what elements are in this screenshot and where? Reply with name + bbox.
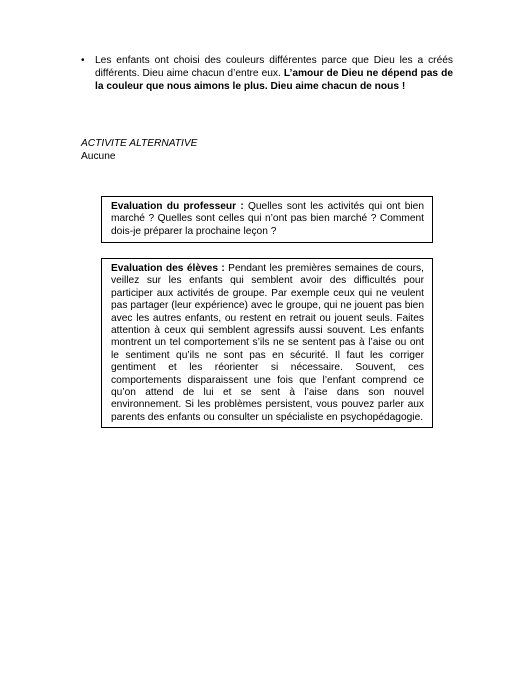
bullet-item — [81, 54, 453, 93]
bullet-paragraph — [95, 54, 453, 93]
student-evaluation-box — [101, 258, 433, 428]
student-evaluation-text — [111, 263, 424, 424]
bullet-text-normal: Les enfants ont choisi des couleurs différentes parce que Dieu les a créés différents. Dieu aime chacun d’entre eux. — [95, 55, 453, 79]
student-evaluation-body: Pendant les premières semaines de cours, veillez sur les enfants qui semblent avoir des difficultés pour participer aux activités de groupe. Par exemple ceux qui ne veulent pas partager (leur expérience) avec le groupe, qui ne jouent pas bien avec les autres enfants, ou restent en retrait ou jouent seuls. Faites attention à ceux qui semblent agressifs aussi souvent. Les enfants montrent un tel comportement s’ils ne se sentent pas à l’aise ou ont le sentiment qu’ils ne sont pas en sécurité. Il faut les corriger gentiment et les réorienter si nécessaire. Souvent, ces comportements disparaissent une fois que l’enfant comprend ce qu’on attend de lui et se sent à l’aise dans son nouvel environnement. Si les problèmes persistent, vous pouvez parler aux parents des enfants ou consulter un spécialiste en psychopédagogie. — [111, 263, 424, 423]
alternative-activity-title: ACTIVITE ALTERNATIVE — [81, 138, 198, 149]
teacher-evaluation-text — [111, 201, 424, 238]
student-evaluation-label: Evaluation des élèves : — [111, 263, 225, 274]
alternative-activity-value: Aucune — [81, 151, 116, 162]
teacher-evaluation-box — [101, 196, 433, 243]
bullet-text-bold: L’amour de Dieu ne dépend pas de la couleur que nous aimons le plus. Dieu aime chacun de nous ! — [95, 68, 453, 92]
teacher-evaluation-label: Evaluation du professeur : — [111, 201, 244, 212]
teacher-evaluation-body: Quelles sont les activités qui ont bien marché ? Quelles sont celles qui n’ont pas bien marché ? Comment dois-je préparer la prochaine leçon ? — [111, 201, 425, 237]
bullet-dot-icon: • — [81, 55, 85, 66]
